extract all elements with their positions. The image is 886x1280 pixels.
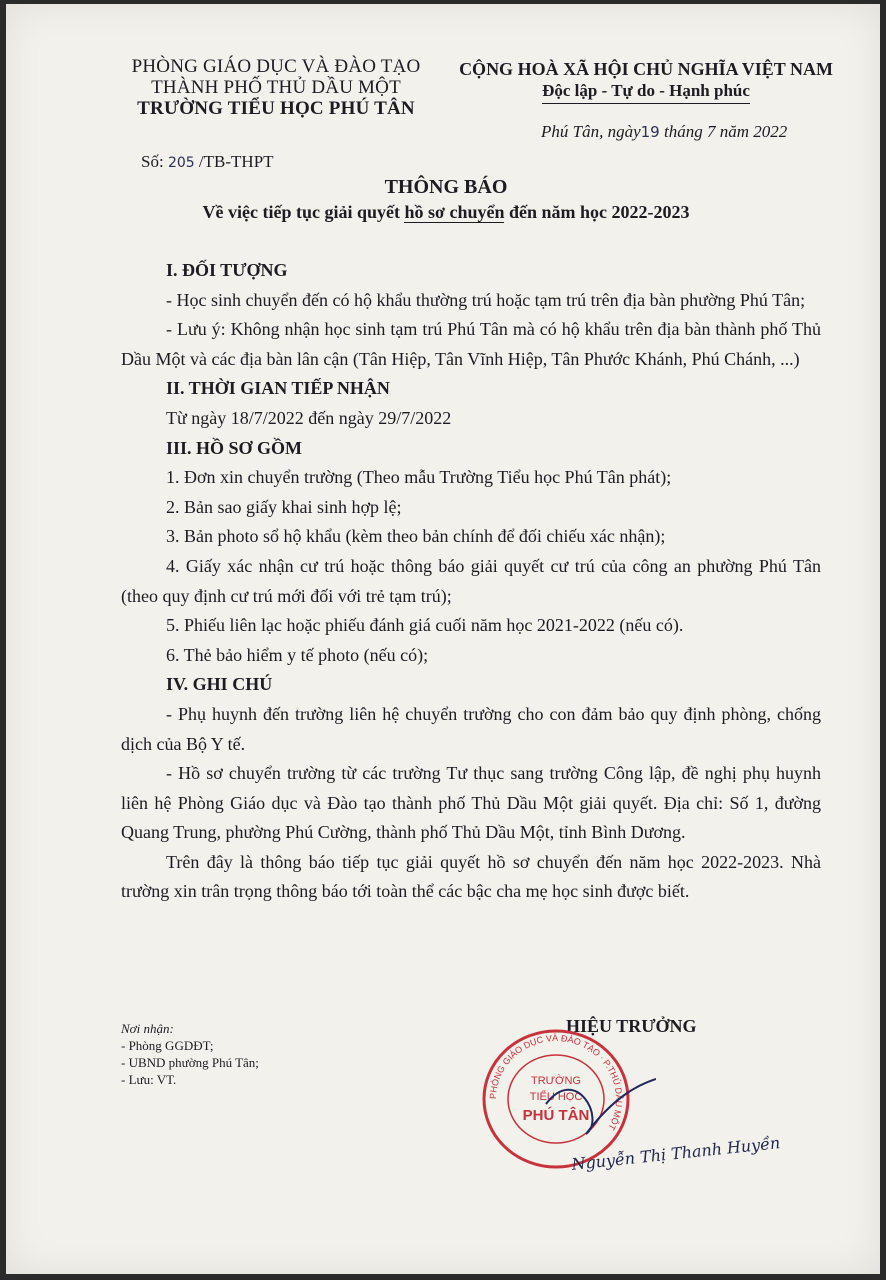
list-item: 6. Thẻ bảo hiểm y tế photo (nếu có); <box>166 644 429 665</box>
doc-number-value: 205 <box>167 155 195 171</box>
doc-number-suffix: /TB-THPT <box>198 152 274 171</box>
list-item: 5. Phiếu liên lạc hoặc phiếu đánh giá cuối năm học 2021-2022 (nếu có). <box>166 615 684 636</box>
issuing-agency-block <box>116 56 436 119</box>
title-sub-b: hồ sơ chuyển <box>404 202 505 222</box>
nation-name: CỘNG HOÀ XÃ HỘI CHỦ NGHĨA VIỆT NAM <box>459 59 833 79</box>
list-item: 2. Bản sao giấy khai sinh hợp lệ; <box>166 496 402 517</box>
title-main: THÔNG BÁO <box>384 176 508 198</box>
national-motto: Độc lập - Tự do - Hạnh phúc <box>542 80 750 104</box>
title-sub-a: Về việc tiếp tục giải quyết <box>202 202 400 222</box>
recipient-item: - Phòng GGDĐT; <box>121 1038 214 1053</box>
section-2-heading: II. THỜI GIAN TIẾP NHẬN <box>166 378 390 399</box>
section-3-heading: III. HỒ SƠ GỒM <box>166 437 303 458</box>
section-4-paragraph-2: - Hồ sơ chuyển trường từ các trường Tư thục sang trường Công lập, đề nghị phụ huynh liên hệ Phòng Giáo dục và Đào tạo thành phố Thủ Dầu Một giải quyết. Địa chỉ: Số 1, đường Quang Trung, phường Phú Cường, thành phố Thủ Dầu Một, tỉnh Bình Dương. <box>121 763 821 843</box>
school-name: TRƯỜNG TIỂU HỌC PHÚ TÂN <box>137 98 415 119</box>
closing-paragraph: Trên đây là thông báo tiếp tục giải quyết hồ sơ chuyển đến năm học 2022-2023. Nhà trường xin trân trọng thông báo tới toàn thể các bậc cha mẹ học sinh được biết. <box>121 851 821 902</box>
signer-name: Nguyễn Thị Thanh Huyền <box>570 1133 782 1174</box>
title-sub-c: đến năm học 2022-2023 <box>508 202 690 222</box>
recipient-item: - UBND phường Phú Tân; <box>121 1055 259 1070</box>
date-day: 19 <box>640 123 660 141</box>
date-suffix: tháng 7 năm 2022 <box>663 122 788 141</box>
section-1-paragraph-1: - Học sinh chuyển đến có hộ khẩu thường trú hoặc tạm trú trên địa bàn phường Phú Tân; <box>166 289 806 310</box>
list-item: 4. Giấy xác nhận cư trú hoặc thông báo giải quyết cư trú của công an phường Phú Tân (theo quy định cư trú mới đối với trẻ tạm trú); <box>121 555 821 606</box>
section-4-paragraph-1: - Phụ huynh đến trường liên hệ chuyển trường cho con đảm bảo quy định phòng, chống dịch của Bộ Y tế. <box>121 703 821 754</box>
list-item: 3. Bản photo sổ hộ khẩu (kèm theo bản chính để đối chiếu xác nhận); <box>166 526 666 547</box>
recipients-title: Nơi nhận: <box>121 1021 174 1036</box>
section-1-paragraph-2: - Lưu ý: Không nhận học sinh tạm trú Phú Tân mà có hộ khẩu trên địa bàn thành phố Thủ Dầu Một và các địa bàn lân cận (Tân Hiệp, Tân Vĩnh Hiệp, Tân Phước Khánh, Phú Chánh, ...) <box>121 319 821 369</box>
signer-role: HIỆU TRƯỞNG <box>566 1016 697 1036</box>
document-page <box>6 4 880 1274</box>
document-title <box>106 174 786 224</box>
place-and-date <box>541 122 787 142</box>
list-item: 1. Đơn xin chuyển trường (Theo mẫu Trường Tiểu học Phú Tân phát); <box>166 467 672 488</box>
national-heading-block <box>446 58 846 104</box>
city-name: THÀNH PHỐ THỦ DẦU MỘT <box>151 77 401 98</box>
agency-name: PHÒNG GIÁO DỤC VÀ ĐÀO TẠO <box>131 56 421 77</box>
stamp-ring-text: PHÒNG GIÁO DỤC VÀ ĐÀO TẠO · P.THỦ DẦU MỘT <box>487 1032 625 1132</box>
document-body <box>121 256 821 907</box>
stamp-center-line-1: TRƯỜNG <box>531 1075 581 1087</box>
recipient-item: - Lưu: VT. <box>121 1072 177 1087</box>
date-prefix: Phú Tân, ngày <box>541 122 641 141</box>
stamp-center-line-2: TIỂU HỌC <box>529 1091 583 1103</box>
section-2-paragraph: Từ ngày 18/7/2022 đến ngày 29/7/2022 <box>166 407 452 428</box>
recipients-block <box>121 1020 259 1088</box>
doc-number-prefix: Số: <box>141 152 164 171</box>
section-1-heading: I. ĐỐI TƯỢNG <box>166 260 288 280</box>
document-number <box>141 152 274 172</box>
stamp-center-line-3: PHÚ TÂN <box>522 1107 590 1124</box>
title-subject <box>106 200 786 224</box>
section-4-heading: IV. GHI CHÚ <box>166 674 273 695</box>
